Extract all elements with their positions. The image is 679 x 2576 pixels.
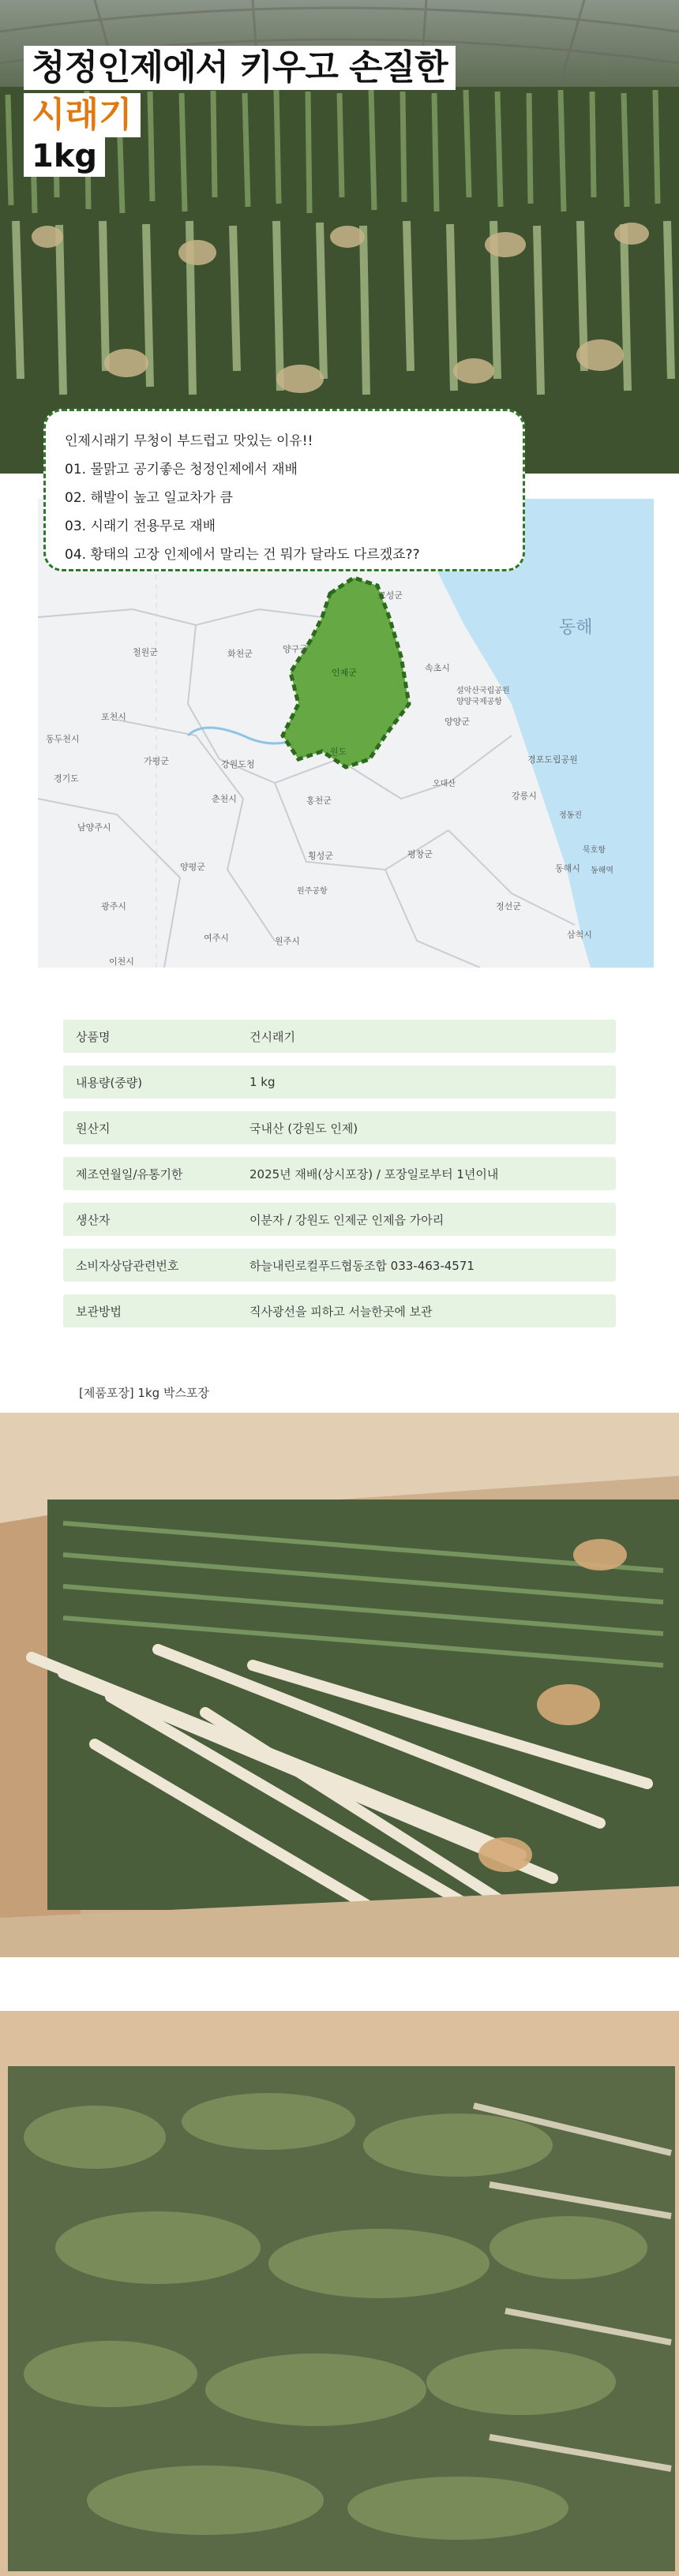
map-label-pocheon: 포천시 (101, 712, 126, 722)
map-label-wonju: 원주시 (275, 936, 300, 946)
map-label-cheorwon: 철원군 (133, 647, 158, 657)
map-label-gyeonggi: 경기도 (54, 773, 79, 784)
hero-title-line2: 시래기 (24, 93, 141, 137)
reasons-box (43, 409, 525, 571)
map-label-sea: 동해 (559, 618, 593, 638)
spec-label: 상품명 (76, 1029, 111, 1044)
spec-value: 2025년 재배(상시포장) / 포장일로부터 1년이내 (249, 1166, 499, 1181)
map-label-jeongseon: 정선군 (496, 901, 521, 912)
map-label-pyeongchang: 평창군 (407, 849, 433, 859)
spec-row (63, 1203, 616, 1236)
spec-value: 이분자 / 강원도 인제군 인제읍 가아리 (249, 1212, 445, 1227)
map-label-gangneung: 강릉시 (512, 791, 537, 801)
map-label-hongcheon: 홍천군 (306, 796, 332, 806)
packed-greens-photo (0, 1413, 679, 1957)
packaging-caption: [제품포장] 1kg 박스포장 (79, 1386, 209, 1400)
product-spec-table (63, 1020, 616, 1340)
map-label-jeongdong: 정동진 (559, 811, 582, 820)
reasons-heading: 인제시래기 무청이 부드럽고 맛있는 이유!! (65, 433, 313, 449)
map-label-odae: 오대산 (433, 780, 456, 788)
map-label-chuncheon: 춘천시 (212, 794, 237, 804)
spec-row (63, 1294, 616, 1327)
spec-value: 하늘내린로컬푸드협동조합 033-463-4571 (249, 1258, 475, 1273)
map-label-yanggu: 양구군 (283, 644, 308, 654)
spec-row (63, 1157, 616, 1190)
spec-label: 원산지 (76, 1121, 111, 1136)
spec-value: 국내산 (강원도 인제) (249, 1121, 358, 1136)
map-label-dongducheon: 동두천시 (46, 734, 80, 744)
hero-title-line1: 청정인제에서 키우고 손질한 (24, 46, 456, 90)
spec-label: 소비자상담관련번호 (76, 1258, 179, 1273)
map-label-goseong: 고성군 (377, 590, 403, 601)
spec-row (63, 1020, 616, 1053)
map-label-gapyeong: 가평군 (144, 756, 169, 766)
map-label-wonju-airport: 원주공항 (297, 887, 328, 896)
reason-item: 02. 해발이 높고 일교차가 큼 (65, 490, 233, 506)
map-label-airport: 양양국제공항 (456, 698, 502, 706)
spec-label: 제조연월일/유통기한 (76, 1166, 183, 1181)
reason-item: 03. 시래기 전용무로 재배 (65, 519, 216, 534)
map-label-yangyang: 양양군 (445, 717, 470, 727)
map-label-icheon: 이천시 (109, 957, 134, 967)
map-label-gyeongpo: 경포도립공원 (527, 754, 578, 765)
map-label-hwacheon: 화천군 (227, 649, 253, 659)
map-label-inje: 인제군 (332, 668, 357, 678)
spec-row (63, 1249, 616, 1282)
spec-label: 생산자 (76, 1212, 111, 1227)
spec-value: 건시래기 (249, 1029, 295, 1044)
reason-item: 01. 물맑고 공기좋은 청정인제에서 재배 (65, 462, 298, 477)
box-photo-1 (0, 1413, 679, 1957)
map-label-sokcho: 속초시 (425, 663, 450, 673)
spec-label: 내용량(중량) (76, 1075, 143, 1090)
spec-value: 1 kg (249, 1075, 276, 1089)
packed-greens-photo-topview (0, 2011, 679, 2576)
map-label-samcheok: 삼척시 (567, 930, 592, 940)
map-label-donghae-stn: 동해역 (591, 867, 613, 875)
map-label-hoengseong: 횡성군 (308, 851, 333, 861)
map-label-gangwon: 강원도청 (221, 759, 255, 769)
reason-item: 04. 황태의 고장 인제에서 말리는 건 뭐가 달라도 다르겠죠?? (65, 547, 420, 563)
hero-title-line3: 1kg (24, 136, 105, 177)
map-label-dodo: 원도 (330, 747, 347, 757)
map-label-seorak: 설악산국립공원 (456, 687, 510, 695)
spec-label: 보관방법 (76, 1304, 122, 1319)
map-label-namyangju: 남양주시 (77, 822, 111, 833)
spec-value: 직사광선을 피하고 서늘한곳에 보관 (249, 1304, 433, 1319)
hero-banner (0, 0, 679, 474)
map-label-mukho: 묵호항 (583, 846, 606, 855)
map-label-yangpyeong: 양평군 (180, 862, 205, 872)
spec-row (63, 1065, 616, 1099)
map-label-yeoju: 여주시 (204, 933, 229, 943)
spec-row (63, 1111, 616, 1144)
map-label-donghae: 동해시 (555, 863, 580, 874)
map-label-gwangju: 광주시 (101, 901, 126, 912)
box-photo-2 (0, 2011, 679, 2576)
